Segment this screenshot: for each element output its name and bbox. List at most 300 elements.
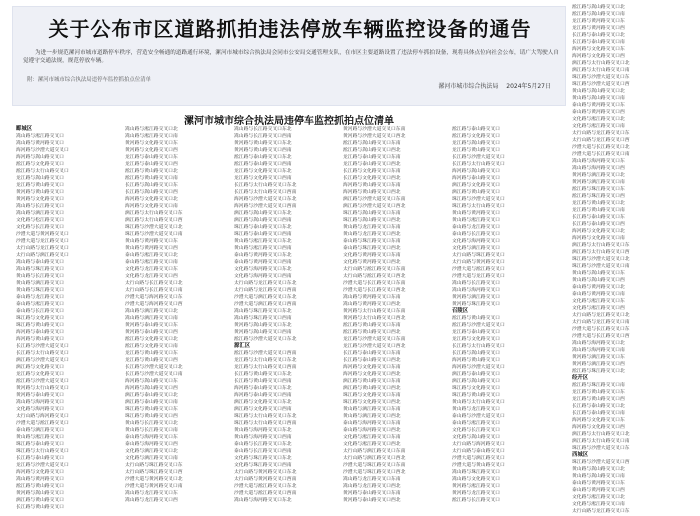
list-item: 淞江路与嵩山路交叉口东南: [343, 141, 401, 146]
list-item: 嵩山路与黄河路交叉口西北: [343, 302, 401, 307]
list-item: 黄河路与沙澧大道交叉口东南: [343, 127, 406, 132]
list-item: 黄河路与泰山路交叉口: [16, 393, 64, 398]
list-item: 太行山路与海河路交叉口: [452, 442, 505, 447]
list-item: 漓江路与文化路交叉口西南: [234, 407, 292, 412]
list-item: 漓江路与文化路交叉口: [16, 365, 64, 370]
list-item: 沙澧大道与长江路交叉口北: [572, 145, 630, 150]
list-item: 海河路与沙澧大道交叉口: [452, 365, 505, 370]
list-item: 黄河路与文化路交叉口东: [125, 141, 178, 146]
list-item: 淞江路与珠江路交叉口东: [572, 187, 625, 192]
list-item: 漓江路与太行山路交叉口南: [572, 68, 630, 73]
list-item: 淞江路与黄山路交叉口: [16, 484, 64, 489]
list-item: 黄山路与长江路交叉口北: [125, 421, 178, 426]
list-item: 泰山路与珠江路交叉口西北: [343, 246, 401, 251]
list-item: 太行山路与长江路交叉口南: [125, 288, 183, 293]
list-item: 珠江路与泰山路交叉口: [16, 442, 64, 447]
list-item: 嵩山路与海河路交叉口东北: [234, 498, 292, 503]
list-item: 漓江路与太行山路交叉口东: [125, 211, 183, 216]
list-item: 文化路与龙江路交叉口西: [125, 274, 178, 279]
list-item: 长江路与太行山路交叉口东北: [234, 183, 297, 188]
list-item: 黄山路与海河路交叉口西南: [234, 435, 292, 440]
list-item: 淞江路与太行山路交叉口: [16, 169, 69, 174]
list-item: 漓江路与沙澧大道交叉口东南: [343, 197, 406, 202]
list-item: 海河路与嵩山路交叉口: [452, 169, 500, 174]
list-item: 珠江路与太行山路交叉口西南: [234, 421, 297, 426]
list-item: 文化路与漓江路交叉口: [452, 246, 500, 251]
list-item: 文化路与嵩山路交叉口: [452, 435, 500, 440]
location-column-3: [234, 126, 342, 510]
list-item: 海河路与泰山路交叉口西南: [234, 393, 292, 398]
list-item: 海河路与黄山路交叉口: [452, 358, 500, 363]
list-item: 嵩山路与漓江路交叉口: [16, 211, 64, 216]
list-item: 淞江路与泰山路交叉口: [452, 127, 500, 132]
list-item: 嵩山路与珠江路交叉口: [16, 267, 64, 272]
list-item: 文化路与长江路交叉口: [16, 225, 64, 230]
list-item: 嵩山路与龙江路交叉口东南: [343, 477, 401, 482]
list-item: 嵩山路与长江路交叉口西南: [234, 134, 292, 139]
list-item: 漓江路与文化路交叉口: [452, 183, 500, 188]
notice-attachment-note: 附：漯河市城市综合执法局违停车监控抓拍点位清单: [27, 77, 151, 83]
list-item: 沙澧大道与黄河路交叉口北: [125, 477, 183, 482]
list-item: 淞江路与沙澧大道交叉口: [452, 323, 505, 328]
list-item: 珠江路与黄山路交叉口: [16, 323, 64, 328]
list-item: 泰山路与龙江路交叉口: [452, 225, 500, 230]
list-item: 黄山路与长江路交叉口: [16, 274, 64, 279]
list-item: 珠江路与太行山路交叉口: [16, 449, 69, 454]
list-item: 珠江路与沙澧大道交叉口东: [572, 446, 630, 451]
list-item: 黄河路与淞江路交叉口: [452, 484, 500, 489]
list-item: 海河路与泰山路交叉口: [16, 330, 64, 335]
list-item: 泰山路与长江路交叉口: [16, 309, 64, 314]
list-item: 文化路与淞江路交叉口北: [572, 117, 625, 122]
list-item: 泰山路与黄河路交叉口南: [572, 292, 625, 297]
list-item: 太行山路与海河路交叉口: [16, 414, 69, 419]
list-item: 黄山路与漓江路交叉口东南: [343, 407, 401, 412]
list-item: 珠江路与泰山路交叉口东北: [234, 225, 292, 230]
list-item: 沙澧大道与淞江路交叉口: [452, 267, 505, 272]
list-item: 漓江路与沙澧大道交叉口: [16, 358, 69, 363]
list-item: 珠江路与黄山路交叉口: [452, 393, 500, 398]
list-item: 嵩山路与珠江路交叉口: [452, 470, 500, 475]
list-item: 嵩山路与漓江路交叉口北: [125, 309, 178, 314]
list-item: 龙江路与泰山路交叉口东: [125, 155, 178, 160]
list-item: 黄河路与泰山路交叉口西: [125, 330, 178, 335]
list-item: 沙澧大道与淞江路交叉口西南: [234, 491, 297, 496]
list-item: 文化路与淞江路交叉口西: [572, 306, 625, 311]
list-item: 泰山路与黄河路交叉口西: [572, 110, 625, 115]
list-item: 海河路与文化路交叉口西: [572, 425, 625, 430]
list-item: 泰山路与黄河路交叉口东北: [234, 253, 292, 258]
list-item: 泰山路与黄河路交叉口西: [572, 488, 625, 493]
list-item: 沙澧大道与黄河路交叉口: [16, 232, 69, 237]
list-item: 漓江路与太行山路交叉口东: [572, 243, 630, 248]
list-item: 长江路与黄山路交叉口东北: [234, 372, 292, 377]
list-item: 太行山路与龙江路交叉口东: [572, 509, 630, 514]
list-item: 黄山路与黄河路交叉口: [452, 211, 500, 216]
list-item: 黄山路与淞江路交叉口西南: [234, 246, 292, 251]
list-item: 漓江路与泰山路交叉口北: [125, 393, 178, 398]
list-item: 珠江路与太行山路交叉口: [452, 204, 505, 209]
list-item: 黄河路与漓江路交叉口: [452, 295, 500, 300]
list-item: 黄山路与长江路交叉口南: [125, 428, 178, 433]
list-item: 泰山路与黄河路交叉口东: [572, 481, 625, 486]
list-item: 长江路与泰山路交叉口: [16, 456, 64, 461]
list-item: 漓江路与太行山路交叉口北: [572, 432, 630, 437]
location-column-1: [16, 126, 124, 510]
list-item: 漓江路与黄山路交叉口西北: [343, 386, 401, 391]
list-item: 文化路与海河路交叉口西南: [234, 274, 292, 279]
list-item: 淞江路与文化路交叉口: [16, 162, 64, 167]
list-item: 文化路与松江路交叉口: [16, 218, 64, 223]
location-column-4: [343, 126, 451, 510]
list-item: 太行山路与淞江路交叉口东南: [343, 267, 406, 272]
list-item: 黄河路与文化路交叉口: [16, 197, 64, 202]
list-item: 泰山路与长江路交叉口西南: [234, 449, 292, 454]
list-item: 珠江路与嵩山路交叉口西北: [343, 218, 401, 223]
list-item: 泰山路与黄河路交叉口西南: [234, 260, 292, 265]
list-item: 嵩山路与长江路交叉口: [16, 204, 64, 209]
list-item: 太行山路与黄河路交叉口西南: [234, 477, 297, 482]
list-item: 淞江路与长江路交叉口: [452, 498, 500, 503]
list-item: 文化路与黄河路交叉口西北: [343, 260, 401, 265]
list-item: 嵩山路与珠江路交叉口西南: [234, 316, 292, 321]
list-item: 长江路与泰山路交叉口南: [572, 411, 625, 416]
district-heading: 经开区: [572, 375, 589, 381]
list-item: 黄山路与嵩山路交叉口东: [572, 271, 625, 276]
list-item: 龙江路与太行山路交叉口东北: [234, 358, 297, 363]
list-item: 泰山路与珠江路交叉口东南: [343, 239, 401, 244]
list-item: 黄河路与太行山路交叉口西北: [343, 316, 406, 321]
list-item: 黄山路与海河路交叉口东北: [234, 428, 292, 433]
list-item: 黄河路与漓江路交叉口东: [572, 355, 625, 360]
list-item: 淞江路与文化路交叉口: [452, 134, 500, 139]
list-item: 泰山路与黄河路交叉口东: [572, 103, 625, 108]
list-item: 长江路与泰山路交叉口西: [572, 222, 625, 227]
list-item: 龙江路与沙澧大道交叉口: [16, 463, 69, 468]
list-item: 海河路与文化路交叉口北: [572, 229, 625, 234]
list-item: 漓江路与泰山路交叉口: [452, 372, 500, 377]
list-item: 文化路与龙江路交叉口东: [125, 267, 178, 272]
list-item: 长江路与沙澧大道交叉口南: [125, 372, 183, 377]
list-item: 太行山路与泰山路交叉口: [452, 449, 505, 454]
list-item: 太行山路与黄河路交叉口东北: [234, 470, 297, 475]
list-item: 嵩山路与海河路交叉口: [16, 400, 64, 405]
location-column-2: [125, 126, 233, 510]
list-item: 太行山路与漓江路交叉口西北: [343, 456, 406, 461]
list-item: 黄河路与嵩山路交叉口西南: [234, 330, 292, 335]
list-item: 泰山路与海河路交叉口西北: [343, 428, 401, 433]
list-item: 海河路与嵩山路交叉口东: [125, 379, 178, 384]
list-item: 太行山路与漓江路交叉口: [16, 253, 69, 258]
list-item: 黄河路与漓江路交叉口南: [572, 180, 625, 185]
list-item: 嵩山路与龙江路交叉口东: [125, 491, 178, 496]
list-item: 黄山路与淞江路交叉口东北: [234, 239, 292, 244]
list-item: 淞江路与黄山路交叉口东南: [343, 323, 401, 328]
list-item: 淞江路与嵩山路交叉口西北: [343, 148, 401, 153]
location-column-6: [572, 4, 696, 514]
list-item: 漓江路与黄山路交叉口: [16, 498, 64, 503]
list-item: 长江路与太行山路交叉口西南: [234, 190, 297, 195]
list-item: 长江路与泰山路交叉口北: [572, 404, 625, 409]
list-item: 海河路与文化路交叉口: [16, 470, 64, 475]
list-item: 太行山路与龙江路交叉口西: [572, 138, 630, 143]
list-item: 嵩山路与黄河路交叉口: [16, 477, 64, 482]
list-item: 长江路与泰山路交叉口北: [572, 33, 625, 38]
list-item: 泰山路与龙江路交叉口: [16, 295, 64, 300]
district-heading: 西城区: [572, 452, 589, 458]
list-item: 漓江路与沙澧大道交叉口西北: [343, 204, 406, 209]
list-item: 黄河路与泰山路交叉口西北: [343, 498, 401, 503]
list-item: 长江路与太行山路交叉口: [16, 351, 69, 356]
list-item: 淞江路与嵩山路交叉口南: [572, 12, 625, 17]
list-item: 珠江路与沙澧大道交叉口北: [125, 225, 183, 230]
list-item: 珠江路与文化路交叉口: [16, 316, 64, 321]
list-item: 龙江路与黄山路交叉口东: [572, 390, 625, 395]
list-item: 淞江路与黄山路交叉口: [452, 316, 500, 321]
list-item: 海河路与文化路交叉口西: [572, 54, 625, 59]
list-item: 海河路与文化路交叉口东南: [343, 365, 401, 370]
location-column-5: [452, 126, 560, 510]
list-item: 黄河路与泰山路交叉口东: [125, 323, 178, 328]
list-item: 文化路与珠江路交叉口东北: [234, 456, 292, 461]
list-item: 龙江路与黄山路交叉口南: [572, 208, 625, 213]
list-item: 黄山路与珠江路交叉口: [16, 288, 64, 293]
list-item: 沙澧大道与海河路交叉口西: [125, 302, 183, 307]
list-item: 嵩山路与龙江路交叉口西北: [343, 484, 401, 489]
list-item: 黄山路与龙江路交叉口: [452, 407, 500, 412]
list-item: 龙江路与文化路交叉口: [452, 337, 500, 342]
list-item: 文化路与珠江路交叉口西南: [234, 463, 292, 468]
list-item: 太行山路与珠江路交叉口东: [125, 463, 183, 468]
list-item: 太行山路与黄河路交叉口: [452, 260, 505, 265]
list-item: 嵩山路与淞江路交叉口南: [125, 134, 178, 139]
list-title: 漯河市城市综合执法局违停车监控抓拍点位清单: [184, 116, 394, 127]
list-item: 龙江路与黄山路交叉口东: [125, 351, 178, 356]
list-item: 淞江路与珠江路交叉口北: [572, 369, 625, 374]
list-item: 泰山路与海河路交叉口东: [125, 435, 178, 440]
list-item: 珠江路与沙澧大道交叉口西: [572, 82, 630, 87]
list-item: 漓江路与泰山路交叉口南: [125, 400, 178, 405]
list-item: 黄河路与太行山路交叉口: [16, 386, 69, 391]
list-item: 龙江路与黄河路交叉口西: [572, 26, 625, 31]
list-item: 沙澧大道与黄河路交叉口南: [125, 484, 183, 489]
list-item: 沙澧大道与珠江路交叉口西北: [343, 470, 406, 475]
list-item: 嵩山路与泰山路交叉口: [16, 260, 64, 265]
list-item: 太行山路与珠江路交叉口: [452, 253, 505, 258]
list-item: 漓江路与太行山路交叉口西: [125, 218, 183, 223]
list-item: 黄山路与嵩山路交叉口北: [572, 467, 625, 472]
list-item: 淞江路与黄山路交叉口西北: [343, 330, 401, 335]
list-item: 珠江路与泰山路交叉口西南: [234, 232, 292, 237]
list-item: 漓江路与文化路交叉口东北: [234, 400, 292, 405]
list-item: 龙江路与沙澧大道交叉口西北: [343, 344, 406, 349]
list-item: 沙澧大道与珠江路交叉口东南: [343, 463, 406, 468]
list-item: 沙澧大道与漓江路交叉口: [452, 456, 505, 461]
list-item: 文化路与淞江路交叉口西北: [343, 442, 401, 447]
list-item: 长江路与文化路交叉口东南: [343, 169, 401, 174]
list-item: 嵩山路与海河路交叉口北: [572, 341, 625, 346]
list-item: 黄山路与淞江路交叉口: [16, 435, 64, 440]
list-item: 沙澧大道与龙江路交叉口: [16, 239, 69, 244]
list-item: 海河路与嵩山路交叉口西: [125, 386, 178, 391]
list-item: 漓江路与太行山路交叉口南: [572, 439, 630, 444]
list-item: 黄河路与珠江路交叉口: [452, 302, 500, 307]
list-item: 珠江路与嵩山路交叉口东南: [343, 211, 401, 216]
list-item: 长江路与文化路交叉口西北: [343, 176, 401, 181]
list-item: 嵩山路与珠江路交叉口东北: [234, 309, 292, 314]
list-item: 龙江路与泰山路交叉口西北: [343, 162, 401, 167]
list-item: 淞江路与文化路交叉口南: [125, 344, 178, 349]
list-item: 泰山路与淞江路交叉口北: [125, 253, 178, 258]
list-item: 嵩山路与淞江路交叉口北: [125, 127, 178, 132]
list-item: 漓江路与嵩山路交叉口西南: [234, 218, 292, 223]
list-item: 龙江路与太行山路交叉口西南: [234, 365, 297, 370]
list-item: 淞江路与沙澧大道交叉口东北: [234, 337, 297, 342]
list-item: 沙澧大道与漓江路交叉口西南: [234, 302, 297, 307]
list-item: 太行山路与龙江路交叉口南: [572, 320, 630, 325]
list-item: 黄山路与龙江路交叉口东南: [343, 225, 401, 230]
list-item: 嵩山路与海河路交叉口东: [572, 159, 625, 164]
list-item: 太行山路与漓江路交叉口东南: [343, 449, 406, 454]
list-item: 淞江路与珠江路交叉口南: [572, 383, 625, 388]
district-heading: 召陵区: [452, 308, 469, 314]
list-item: 嵩山路与海河路交叉口西: [572, 166, 625, 171]
list-item: 太行山路与龙江路交叉口北: [572, 313, 630, 318]
signature-org: 漯河市城市综合执法局: [438, 83, 499, 90]
list-item: 海河路与泰山路交叉口东北: [234, 386, 292, 391]
list-item: 珠江路与文化路交叉口: [452, 386, 500, 391]
notice-signature: [432, 81, 551, 90]
list-item: 文化路与淞江路交叉口北: [572, 495, 625, 500]
list-item: 长江路与沙澧大道交叉口北: [125, 365, 183, 370]
list-item: 珠江路与黄山路交叉口东: [125, 407, 178, 412]
list-item: 长江路与黄山路交叉口: [16, 505, 64, 510]
list-item: 文化路与漓江路交叉口北: [125, 449, 178, 454]
list-item: 嵩山路与文化路交叉口: [452, 477, 500, 482]
list-item: 黄山路与黄河路交叉口西: [125, 246, 178, 251]
list-item: 太行山路与龙江路交叉口西南: [234, 288, 297, 293]
list-item: 沙澧大道与长江路交叉口东: [572, 327, 630, 332]
list-item: 长江路与泰山路交叉口东: [572, 215, 625, 220]
list-item: 淞江路与沙澧大道交叉口: [16, 379, 69, 384]
list-item: 海河路与沙澧大道交叉口东北: [234, 197, 297, 202]
list-item: 珠江路与沙澧大道交叉口南: [572, 264, 630, 269]
notice-header: [12, 6, 566, 106]
list-item: 沙澧大道与淞江路交叉口东北: [234, 484, 297, 489]
list-item: 长江路与泰山路交叉口西北: [343, 358, 401, 363]
list-item: 嵩山路与海河路交叉口南: [572, 348, 625, 353]
list-item: 黄河路与文化路交叉口西: [125, 148, 178, 153]
list-item: 海河路与文化路交叉口东: [572, 418, 625, 423]
list-item: 黄山路与黄河路交叉口东: [125, 239, 178, 244]
list-item: 沙澧大道与长江路交叉口西北: [343, 288, 406, 293]
list-item: 沙澧大道与漓江路交叉口东北: [234, 295, 297, 300]
list-item: 文化路与海河路交叉口: [452, 239, 500, 244]
list-item: 黄山路与嵩山路交叉口北: [572, 89, 625, 94]
list-item: 文化路与海河路交叉口东北: [234, 267, 292, 272]
list-item: 淞江路与泰山路交叉口东北: [234, 155, 292, 160]
list-item: 沙澧大道与海河路交叉口东: [125, 295, 183, 300]
list-item: 淞江路与沙澧大道交叉口西南: [234, 351, 297, 356]
list-item: 黄山路与漓江路交叉口: [16, 281, 64, 286]
list-item: 长江路与沙澧大道交叉口: [452, 155, 505, 160]
list-item: 珠江路与太行山路交叉口东北: [234, 414, 297, 419]
list-item: 黄山路与嵩山路交叉口西: [572, 278, 625, 283]
list-item: 黄山路与龙江路交叉口西北: [343, 232, 401, 237]
list-item: 太行山路与龙江路交叉口东北: [234, 281, 297, 286]
list-item: 文化路与长江路交叉口: [452, 428, 500, 433]
list-item: 泰山路与淞江路交叉口: [452, 421, 500, 426]
list-item: 沙澧大道与长江路交叉口南: [572, 152, 630, 157]
list-item: 太行山路与珠江路交叉口西: [125, 470, 183, 475]
list-item: 长江路与太行山路交叉口: [452, 162, 505, 167]
list-item: 黄山路与嵩山路交叉口南: [572, 474, 625, 479]
list-item: 龙江路与黄山路交叉口西: [125, 358, 178, 363]
list-item: 淞江路与文化路交叉口北: [125, 337, 178, 342]
list-item: 漓江路与嵩山路交叉口东北: [234, 211, 292, 216]
list-item: 漓江路与太行山路交叉口西: [572, 250, 630, 255]
list-item: 嵩山路与长江路交叉口: [452, 281, 500, 286]
list-item: 海河路与沙澧大道交叉口: [16, 148, 69, 153]
list-item: 泰山路与淞江路交叉口: [16, 302, 64, 307]
list-item: 黄河路与太行山路交叉口东南: [343, 309, 406, 314]
list-item: 太行山路与淞江路交叉口西北: [343, 274, 406, 279]
list-item: 龙江路与黄山路交叉口西: [572, 397, 625, 402]
list-item: 黄山路与嵩山路交叉口南: [572, 96, 625, 101]
list-item: 黄山路与漓江路交叉口西北: [343, 414, 401, 419]
list-item: 海河路与沙澧大道交叉口西南: [234, 204, 297, 209]
list-item: 文化路与淞江路交叉口南: [572, 124, 625, 129]
list-item: 海河路与文化路交叉口南: [125, 204, 178, 209]
list-item: 海河路与黄山路交叉口东南: [343, 183, 401, 188]
list-item: 长江路与嵩山路交叉口: [452, 351, 500, 356]
list-item: 黄河路与黄山路交叉口东北: [234, 141, 292, 146]
list-item: 淞江路与珠江路交叉口西: [572, 194, 625, 199]
list-item: 长江路与嵩山路交叉口东: [125, 183, 178, 188]
list-item: 长江路与沙澧大道交叉口: [16, 344, 69, 349]
list-item: 黄河路与漓江路交叉口北: [572, 173, 625, 178]
list-item: 长江路与太行山路交叉口: [452, 344, 505, 349]
list-item: 嵩山路与漓江路交叉口南: [125, 316, 178, 321]
list-item: 淞江路与黄山路交叉口北: [125, 169, 178, 174]
list-item: 嵩山路与长江路交叉口东北: [234, 127, 292, 132]
list-item: 泰山路与黄河路交叉口北: [572, 285, 625, 290]
list-item: 龙江路与文化路交叉口西南: [234, 176, 292, 181]
list-item: 黄河路与嵩山路交叉口东北: [234, 323, 292, 328]
list-item: 黄河路与黄山路交叉口: [16, 190, 64, 195]
list-item: 泰山路与沙澧大道交叉口: [452, 414, 505, 419]
list-item: 龙江路与黄山路交叉口: [452, 148, 500, 153]
list-item: 黄山路与淞江路交叉口: [452, 218, 500, 223]
district-heading: 源汇区: [234, 343, 251, 349]
list-item: 珠江路与沙澧大道交叉口东: [572, 75, 630, 80]
list-item: 珠江路与文化路交叉口西北: [343, 400, 401, 405]
list-item: 沙澧大道与长江路交叉口东南: [343, 281, 406, 286]
list-item: 文化路与淞江路交叉口南: [572, 502, 625, 507]
list-item: 泰山路与海河路交叉口西: [125, 442, 178, 447]
list-item: 黄河路与泰山路交叉口东南: [343, 491, 401, 496]
list-item: 海河路与文化路交叉口南: [572, 236, 625, 241]
list-item: 珠江路与沙澧大道交叉口北: [572, 257, 630, 262]
list-item: 沙澧大道与黄山路交叉口: [452, 463, 505, 468]
list-item: 珠江路与沙澧大道交叉口南: [125, 232, 183, 237]
list-item: 沙澧大道与长江路交叉口西: [572, 334, 630, 339]
list-item: 淞江路与嵩山路交叉口北: [572, 5, 625, 10]
list-item: 嵩山路与淞江路交叉口: [16, 134, 64, 139]
list-item: 黄河路与黄山路交叉口西南: [234, 148, 292, 153]
list-item: 海河路与黄山路交叉口: [16, 337, 64, 342]
list-item: 泰山路与长江路交叉口: [452, 232, 500, 237]
